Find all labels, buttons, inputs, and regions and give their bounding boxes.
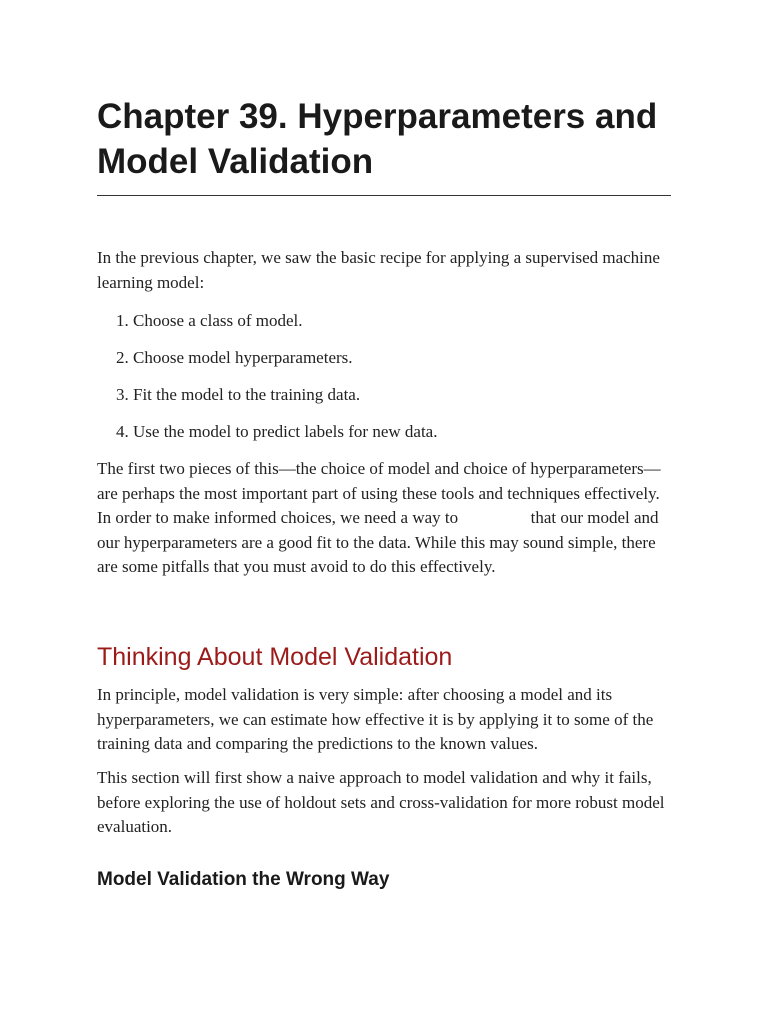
section-heading: Thinking About Model Validation bbox=[97, 643, 453, 671]
choices-paragraph-end: that our model and our hyperparameters are a good fit to the data. While this may sound simple, there are some pitfalls that you must avoid to do this effectively. bbox=[97, 508, 659, 576]
list-item: 2. Choose model hyperparameters. bbox=[116, 348, 353, 367]
recipe-steps-list bbox=[97, 309, 671, 457]
choices-paragraph bbox=[97, 457, 675, 580]
chapter-title: Chapter 39. Hyperparameters and Model Validation bbox=[97, 97, 658, 181]
intro-paragraph: In the previous chapter, we saw the basic recipe for applying a supervised machine learning model: bbox=[97, 248, 660, 292]
list-item: 3. Fit the model to the training data. bbox=[116, 385, 361, 404]
section-paragraph: This section will first show a naive approach to model validation and why it fails, before exploring the use of holdout sets and cross-validation for more robust model evaluation. bbox=[97, 768, 665, 836]
subsection-heading: Model Validation the Wrong Way bbox=[97, 869, 390, 890]
section-paragraph: In principle, model validation is very simple: after choosing a model and its hyperparameters, we can estimate how effective it is by applying it to some of the training data and comparing the predictions to the known values. bbox=[97, 685, 654, 753]
title-divider bbox=[97, 195, 671, 196]
list-item: 1. Choose a class of model. bbox=[116, 311, 303, 330]
choices-paragraph-start: The first two pieces of this—the choice of model and choice of hyperparameters—are perhaps the most important part of using these tools and techniques effectively. In order to make informed choices, we need a way to bbox=[97, 459, 661, 527]
list-item: 4. Use the model to predict labels for new data. bbox=[116, 422, 438, 441]
